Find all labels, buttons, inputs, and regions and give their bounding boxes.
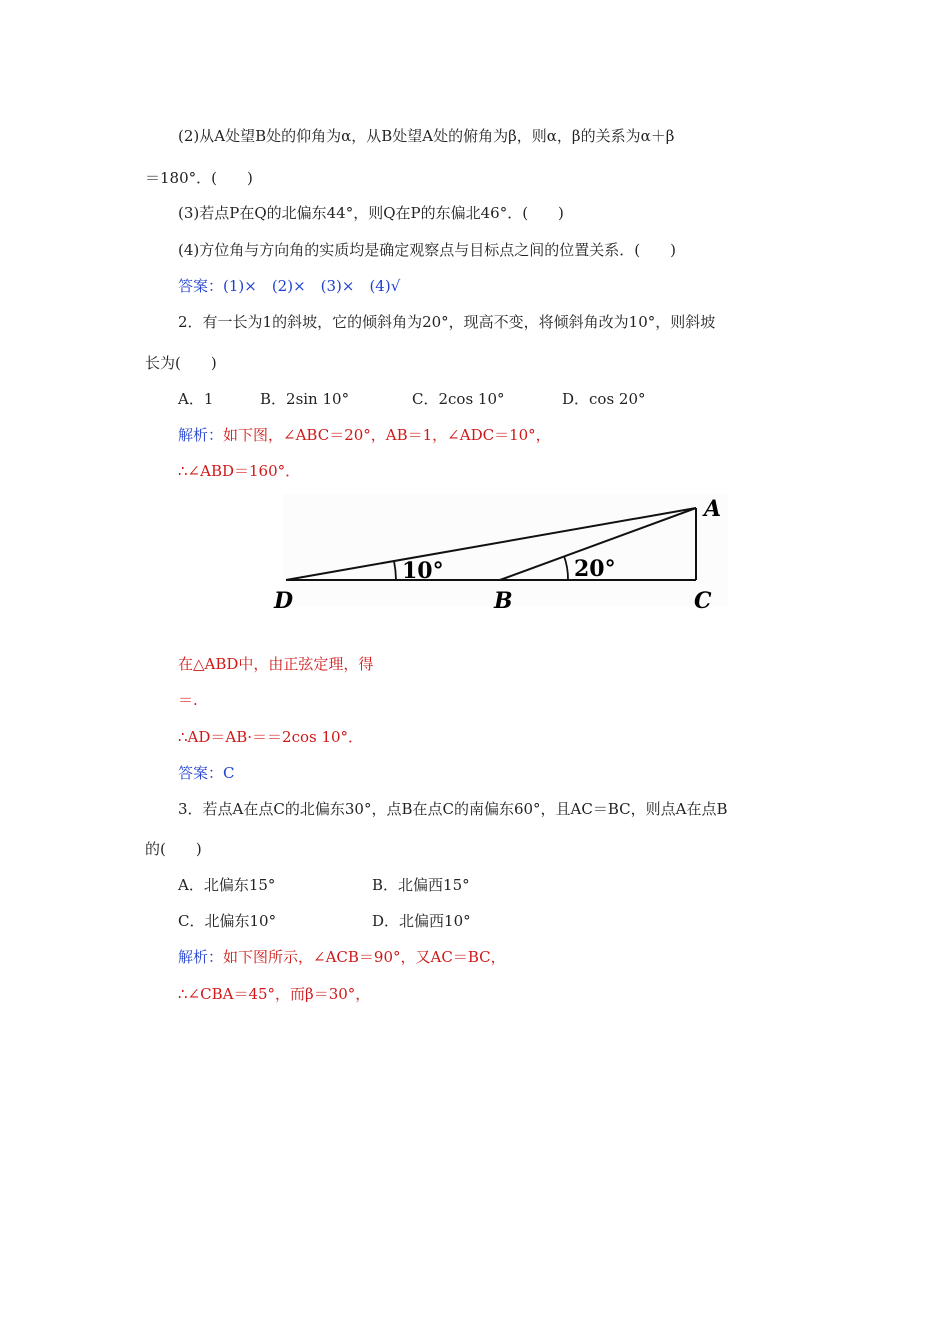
q1-answer: 答案：(1)× (2)× (3)× (4)√ <box>178 277 401 295</box>
q2-stem-line2: 长为( ) <box>145 354 217 372</box>
q2-option-a: A．1 <box>178 390 214 408</box>
label-d: D <box>274 588 294 614</box>
q2-analysis-label: 解析： <box>178 426 224 444</box>
q2-option-b: B．2sin 10° <box>260 390 350 408</box>
q3-stem-line1: 3．若点A在点C的北偏东30°，点B在点C的南偏东60°，且AC＝BC，则点A在点B <box>178 800 728 818</box>
q2-option-d: D．cos 20° <box>562 390 646 408</box>
q2-analysis-line2: ∴∠ABD＝160°． <box>178 462 301 480</box>
q2-analysis-line4: ＝. <box>178 691 198 709</box>
q2-answer: 答案：C <box>178 764 235 782</box>
q2-analysis-line5: ∴AD＝AB·＝＝2cos 10°． <box>178 728 364 746</box>
q3-option-c: C．北偏东10° <box>178 912 277 930</box>
q2-option-c: C．2cos 10° <box>412 390 505 408</box>
q3-analysis-line1: 如下图所示，∠ACB＝90°，又AC＝BC， <box>223 948 506 966</box>
triangle-figure <box>268 494 728 614</box>
q3-analysis-line2: ∴∠CBA＝45°，而β＝30°， <box>178 985 371 1003</box>
q3-analysis-label: 解析： <box>178 948 224 966</box>
q3-option-d: D．北偏西10° <box>372 912 471 930</box>
q2-analysis <box>178 425 551 445</box>
q1-item2-line1: (2)从A处望B处的仰角为α，从B处望A处的俯角为β，则α，β的关系为α＋β <box>178 127 675 145</box>
label-c: C <box>694 588 712 614</box>
q1-item2-line2: ＝180°．( ) <box>145 169 253 187</box>
q2-stem-line1: 2．有一长为1的斜坡，它的倾斜角为20°，现高不变，将倾斜角改为10°，则斜坡 <box>178 313 716 331</box>
q3-analysis <box>178 947 506 967</box>
q1-item4: (4)方位角与方向角的实质均是确定观察点与目标点之间的位置关系．( ) <box>178 241 676 259</box>
angle-label-20: 20° <box>574 556 616 582</box>
q3-option-a: A．北偏东15° <box>178 876 276 894</box>
angle-label-10: 10° <box>402 558 444 584</box>
q2-analysis-line1: 如下图，∠ABC＝20°，AB＝1，∠ADC＝10°， <box>223 426 551 444</box>
label-b: B <box>494 588 513 614</box>
label-a: A <box>704 496 722 522</box>
q3-stem-line2: 的( ) <box>145 840 202 858</box>
q1-item3: (3)若点P在Q的北偏东44°，则Q在P的东偏北46°．( ) <box>178 204 564 222</box>
q3-option-b: B．北偏西15° <box>372 876 470 894</box>
q2-analysis-line3: 在△ABD中，由正弦定理，得 <box>178 655 374 673</box>
